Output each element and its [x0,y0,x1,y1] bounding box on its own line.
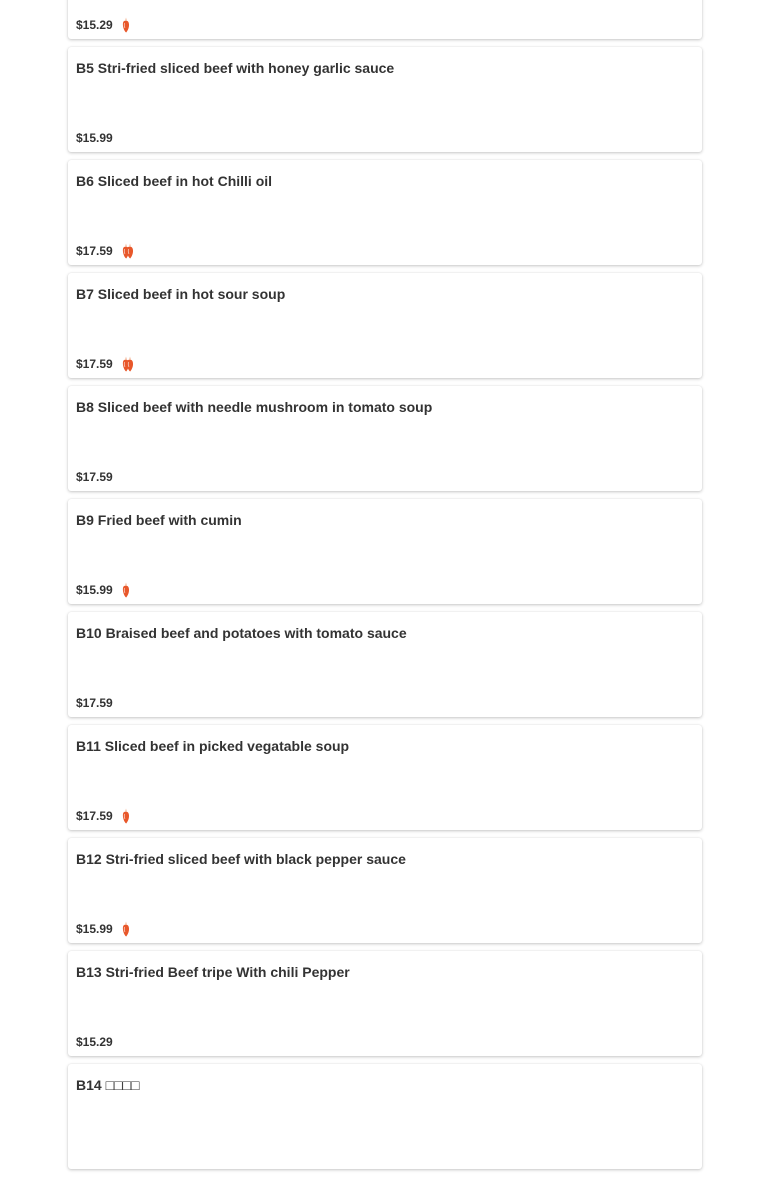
chili-pepper-icon [121,808,131,824]
menu-item-price: $15.99 [76,583,113,597]
menu-item-footer [76,921,125,937]
menu-item-footer [76,1034,113,1050]
menu-item-price: $15.99 [76,922,113,936]
menu-item-footer [76,582,125,598]
spice-level-indicator [121,921,125,937]
menu-item-name: B8 Sliced beef with needle mushroom in tomato soup [76,399,433,415]
menu-item-card[interactable] [68,386,702,491]
menu-item-card[interactable] [68,612,702,717]
chili-pepper-icon [125,243,135,259]
menu-item-name: B6 Sliced beef in hot Chilli oil [76,173,273,189]
chili-pepper-icon [121,17,131,33]
menu-item-price: $17.59 [76,696,113,710]
menu-item-price: $17.59 [76,244,113,258]
menu-item-card[interactable] [68,951,702,1056]
menu-item-name: B10 Braised beef and potatoes with tomato sauce [76,625,407,641]
menu-item-name: B5 Stri-fried sliced beef with honey garlic sauce [76,60,395,76]
menu-item-card[interactable] [68,47,702,152]
menu-item-price: $15.99 [76,131,113,145]
menu-item-card[interactable] [68,838,702,943]
menu-item-name: B14 □□□□ [76,1077,140,1093]
menu-item-footer [76,469,113,485]
menu-item-footer [76,243,129,259]
spice-level-indicator [121,582,125,598]
menu-item-card[interactable] [68,499,702,604]
menu-item-price: $17.59 [76,470,113,484]
menu-item-list [68,0,702,1177]
chili-pepper-icon [121,582,131,598]
menu-item-footer [76,356,129,372]
menu-item-footer [76,808,125,824]
menu-item-price: $15.29 [76,1035,113,1049]
spice-level-indicator [121,243,129,259]
menu-item-card[interactable] [68,0,702,39]
menu-item-card[interactable] [68,1064,702,1169]
menu-item-name: B11 Sliced beef in picked vegatable soup [76,738,350,754]
menu-item-name: B12 Stri-fried sliced beef with black pepper sauce [76,851,406,867]
menu-item-name: B13 Stri-fried Beef tripe With chili Pepper [76,964,350,980]
menu-item-card[interactable] [68,160,702,265]
chili-pepper-icon [121,921,131,937]
menu-item-card[interactable] [68,725,702,830]
chili-pepper-icon [125,356,135,372]
spice-level-indicator [121,356,129,372]
menu-item-price: $15.29 [76,18,113,32]
menu-item-card[interactable] [68,273,702,378]
spice-level-indicator [121,808,125,824]
menu-item-price: $17.59 [76,357,113,371]
menu-item-name: B7 Sliced beef in hot sour soup [76,286,286,302]
menu-item-name: B9 Fried beef with cumin [76,512,242,528]
menu-item-footer [76,695,113,711]
menu-item-footer [76,17,125,33]
spice-level-indicator [121,17,125,33]
menu-item-price: $17.59 [76,809,113,823]
menu-item-footer [76,130,113,146]
